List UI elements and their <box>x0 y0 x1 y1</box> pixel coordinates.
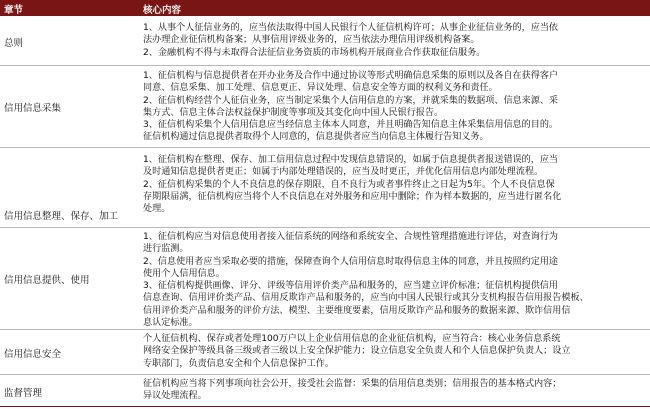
content-cell <box>143 70 648 144</box>
content-line: 1、征信机构在整理、保存、加工信用信息过程中发现信息错误的，如属于信息提供者报送错误的，应当 <box>143 155 559 165</box>
section-label: 总则 <box>4 38 24 49</box>
content-line: 使用个人信用信息。 <box>143 268 225 279</box>
content-line: 个人征信机构、保存或者处理100万户以上企业信用信息的企业征信机构，应当符合：核心业务信息系统 <box>143 334 561 344</box>
content-cell <box>143 154 648 215</box>
section-label: 信用信息采集 <box>4 103 62 114</box>
content-line: 信息查询、信用评价类产品、信用反欺诈产品和服务的，应当向中国人民银行或其分支机构报告信用报告模板、 <box>143 293 589 304</box>
table-bottom-rule <box>0 406 650 407</box>
content-line: 进行监测。 <box>143 244 189 255</box>
content-line: 存期限届满，征信机构应当将个人不良信息在对外服务和应用中删除；作为样本数据的，应当进行匿名化 <box>143 191 562 202</box>
content-line: 专职部门，负责信息安全和个人信息保护工作。 <box>143 358 334 369</box>
table-row <box>0 228 650 330</box>
section-label: 信用信息整理、保存、加工 <box>4 211 119 222</box>
content-cell <box>143 231 648 329</box>
content-line: 征信机构应当将下列事项向社会公开，接受社会监督：采集的信用信息类别；信用报告的基本格式内容； <box>143 379 562 389</box>
header-section: 章节 <box>4 5 24 16</box>
table-row <box>0 375 650 407</box>
content-line: 征信机构通过信息提供者取得个人同意的，信息提供者应当向信息主体履行告知义务。 <box>143 132 489 143</box>
table-row <box>0 16 650 66</box>
content-line: 3、征信机构提供画像、评分、评级等信用评价类产品和服务的，应当建立评价标准；征信机构提供信用 <box>143 281 559 292</box>
section-label: 信用信息提供、使用 <box>4 275 90 286</box>
content-line: 处理。 <box>143 204 171 215</box>
content-line: 2、信息使用者应当采取必要的措施，保障查询个人信用信息时取得信息主体的同意，并且按照约定用途 <box>143 256 559 267</box>
content-line: 1、从事个人征信业务的，应当依法取得中国人民银行个人征信机构许可；从事企业征信业务的，应当依 <box>143 23 559 33</box>
content-cell <box>143 333 648 370</box>
table-row <box>0 66 650 148</box>
table-header <box>0 0 650 16</box>
content-line: 法办理企业征信机构备案；从事信用评级业务的，应当依法办理信用评级机构备案。 <box>143 35 480 46</box>
table-row <box>0 148 650 228</box>
content-cell <box>143 22 648 59</box>
content-line: 2、征信机构采集的个人不良信息的保存期限，自不良行为或者事件终止之日起为5年。个人不良信息保 <box>143 179 555 190</box>
content-cell <box>143 378 648 403</box>
content-line: 同意、信息采集、加工处理、信息更正、异议处理、信息安全等方面的权利义务和责任。 <box>143 83 498 94</box>
section-label: 监督管理 <box>4 388 43 399</box>
header-content: 核心内容 <box>143 5 182 16</box>
content-line: 网络安全保护等级具备三级或者三级以上安全保护能力；设立信息安全负责人和个人信息保护负责人；设立 <box>143 346 571 357</box>
content-line: 集方式、信息主体合法权益保护制度等事项及其变化向中国人民银行报告。 <box>143 107 444 118</box>
content-line: 1、征信机构应当对信息使用者接入征信系统的网络和系统安全、合规性管理措施进行评估，对查询行为 <box>143 232 559 242</box>
content-line: 2、征信机构经营个人征信业务，应当制定采集个人信用信息的方案，并就采集的数据项、信息来源、采 <box>143 95 559 106</box>
content-line: 3、征信机构采集个人信用信息应当经信息主体本人同意，并且明确告知信息主体采集信用信息的目的。 <box>143 120 559 131</box>
content-line: 1、征信机构与信息提供者在开办业务及合作中通过协议等形式明确信息采集的原则以及各自在获得客户 <box>143 71 559 81</box>
content-line: 信用评价类产品和服务的评价方法、模型、主要维度要素，信用反欺诈产品和服务的数据来源、欺诈信用信 <box>143 305 571 316</box>
content-line: 息认定标准。 <box>143 318 198 329</box>
table-row <box>0 330 650 375</box>
content-line: 异议处理流程。 <box>143 391 207 402</box>
section-label: 信用信息安全 <box>4 349 62 360</box>
content-line: 2、金融机构不得与未取得合法征信业务资质的市场机构开展商业合作获取征信服务。 <box>143 47 486 58</box>
content-line: 及时通知信息提供者更正；如属于内部处理错误的，应当及时更正，并优化信用信息内部处理流程。 <box>143 167 544 178</box>
